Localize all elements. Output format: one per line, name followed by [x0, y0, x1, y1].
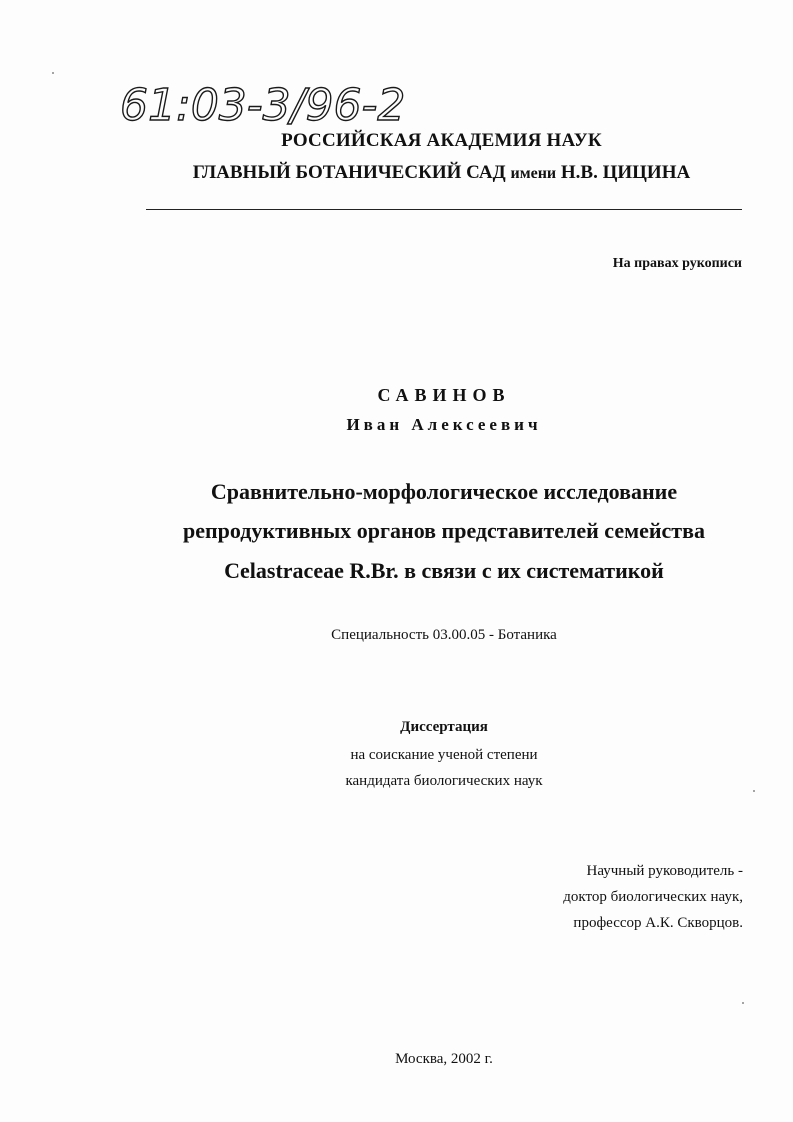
dissertation-label: Диссертация [400, 719, 488, 735]
garden-name-part3: Н.В. ЦИЦИНА [560, 162, 691, 183]
supervisor-line-2: доктор биологических наук, [563, 889, 743, 905]
garden-name-part1: ГЛАВНЫЙ БОТАНИЧЕСКИЙ САД [192, 162, 506, 183]
scan-speck [753, 790, 755, 792]
title-line-2: репродуктивных органов представителей семейства [183, 518, 705, 543]
garden-name-part2: имени [510, 165, 557, 182]
scan-speck [742, 1002, 744, 1004]
academy-name: РОССИЙСКАЯ АКАДЕМИЯ НАУК [281, 130, 602, 151]
specialty: Специальность 03.00.05 - Ботаника [331, 627, 557, 643]
title-line-3: Celastraceae R.Br. в связи с их систематикой [224, 558, 664, 583]
degree-line-2: кандидата биологических наук [345, 773, 543, 789]
scan-speck [52, 72, 54, 74]
supervisor-line-1: Научный руководитель - [586, 863, 743, 879]
header-divider [146, 209, 742, 210]
author-given-names: Иван Алексеевич [346, 415, 542, 434]
degree-line-1: на соискание ученой степени [350, 747, 538, 763]
title-line-1: Сравнительно-морфологическое исследование [210, 479, 678, 504]
place-and-year: Москва, 2002 г. [395, 1051, 493, 1067]
garden-name [0, 162, 793, 184]
supervisor-line-3: профессор А.К. Скворцов. [573, 915, 743, 931]
rights-note: На правах рукописи [612, 256, 742, 271]
handwritten-code-text: 61:03-3/96-2 [120, 80, 406, 131]
author-surname: САВИНОВ [377, 385, 511, 405]
